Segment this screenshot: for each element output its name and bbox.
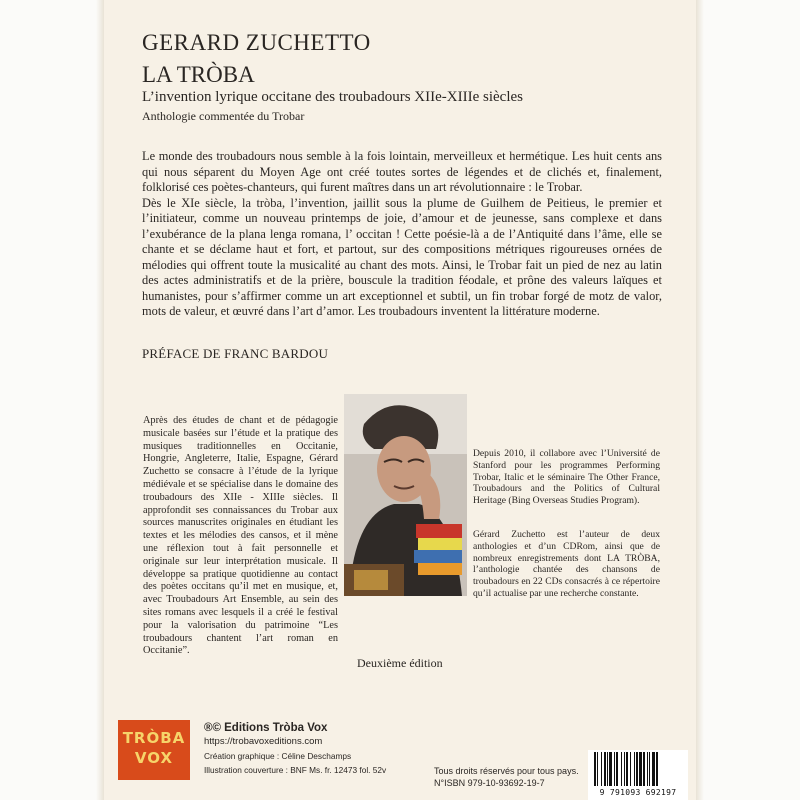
isbn-number: N°ISBN 979-10-93692-19-7 — [434, 777, 545, 788]
barcode-digits: 9 791093 692197 — [599, 788, 677, 797]
barcode-bar — [607, 752, 608, 786]
intro-paragraph-1: Le monde des troubadours nous semble à la fois lointain, merveilleux et hermétique. Les huit cents ans qui nous séparent du Moyen Age ont créé toutes sortes de légendes et de clichés et, finalement, folklorisé ces poètes-chanteurs, qui furent maîtres dans un art révolutionnaire : le Trobar. — [142, 149, 662, 194]
barcode-bar — [614, 752, 615, 786]
book-subtitle: L’invention lyrique occitane des troubadours XIIe-XIIIe siècles — [142, 89, 523, 105]
logo-line-2: VOX — [134, 749, 174, 767]
barcode-bar — [639, 752, 642, 786]
page-edge-right — [696, 0, 704, 800]
design-credit: Création graphique : Céline Deschamps — [204, 751, 352, 761]
biography-right — [473, 448, 660, 622]
edition-label: Deuxième édition — [357, 656, 443, 670]
barcode — [588, 750, 688, 800]
biography-works: Gérard Zuchetto est l’auteur de deux anthologies et d’un CDRom, ainsi que de nombreux enregistrements dont LA TRÒBA, l’anthologie chantée des chansons de troubadours en 22 CDs consacrés à ce répertoire qu’il actualise par une recherche constante. — [473, 528, 660, 599]
barcode-bar — [594, 752, 596, 786]
barcode-bar — [624, 752, 625, 786]
barcode-bar — [616, 752, 618, 786]
barcode-bar — [597, 752, 598, 786]
author-portrait-illustration — [344, 394, 467, 596]
barcode-bar — [647, 752, 648, 786]
barcode-bar — [634, 752, 635, 786]
barcode-bar — [649, 752, 650, 786]
barcode-bars — [592, 752, 684, 788]
rights-reserved: Tous droits réservés pour tous pays. — [434, 766, 579, 776]
author-photo — [344, 394, 467, 596]
book-title: LA TRÒBA — [142, 62, 255, 87]
publisher-info — [204, 722, 386, 775]
barcode-bar — [652, 752, 655, 786]
publisher-url[interactable]: https://trobavoxeditions.com — [204, 736, 323, 747]
publisher-name: ®© Editions Tròba Vox — [204, 722, 328, 734]
rights-info — [434, 766, 579, 789]
barcode-bar — [626, 752, 628, 786]
intro-text — [142, 149, 662, 320]
logo-line-1: TRÒBA — [122, 729, 186, 747]
barcode-bar — [643, 752, 645, 786]
biography-stanford: Depuis 2010, il collabore avec l’Université de Stanford pour les programmes Performing Trobar, Italic et le séminaire The Other France, Troubadours and the Politics of Cultural Heritage (Bing Overseas Studies Program). — [473, 448, 660, 507]
barcode-bar — [630, 752, 631, 786]
barcode-bar — [601, 752, 602, 786]
barcode-bar — [604, 752, 606, 786]
cover-credit: Illustration couverture : BNF Ms. fr. 12473 fol. 52v — [204, 765, 387, 775]
barcode-bar — [609, 752, 612, 786]
book-subtitle-anthology: Anthologie commentée du Trobar — [142, 109, 305, 123]
barcode-bar — [636, 752, 638, 786]
page-edge-left — [96, 0, 104, 800]
troba-vox-logo — [118, 720, 190, 780]
barcode-bar — [656, 752, 658, 786]
barcode-bar — [621, 752, 622, 786]
intro-paragraph-2: Dès le XIe siècle, la tròba, l’invention, jaillit sous la plume de Guilhem de Peitieus, le premier et l’initiateur, comme un nouveau printemps de joie, d’amour et de jeunesse, sans complexe et dans l’exubérance de la plana lenga romana, l’ occitan ! Cette poésie-là a de l’Antiquité dans l’âme, elle se chante et se déclame haut et fort, et partout, sur des compositions métriques rigoureuses ornées de mélodies qui offrent toute la musicalité au chant des mots. Ainsi, le Trobar fait un pied de nez au latin des actes administratifs et de la prière, bouscule la tradition féodale, et prône des valeurs laïques et humanistes, pour s’affirmer comme un art exceptionnel et subtil, un fin trobar forgé de motz de valor, mots de valeur, et œuvré dans l’art d’amor. Les troubadours inventent la littérature moderne. — [142, 195, 662, 318]
preface-heading: PRÉFACE DE FRANC BARDOU — [142, 346, 329, 361]
author-name: GERARD ZUCHETTO — [142, 30, 371, 55]
biography-left: Après des études de chant et de pédagogie musicale basées sur l’étude et la pratique des musiques traditionnelles en Occitanie, Hongrie, Angleterre, Italie, Espagne, Gérard Zuchetto se consacre à l’étude de la lyrique médiévale et se spécialise dans le domaine des troubadours des XIIe - XIIIe siècles. Il approfondit ses connaissances du Trobar aux sources manuscrites originales en étudiant les textes et les mélodies des cansos, et il mène une réflexion tout à fait personnelle et originale sur leur interprétation musicale. Il développe sa pratique quotidienne au contact des poètes occitans qu’il met en musique, et, avec Troubadours Art Ensemble, au sein des sites romans avec lesquels il a créé le festival pour la valorisation du patrimoine “Les troubadours chantent l’art roman en Occitanie”. — [143, 415, 338, 657]
